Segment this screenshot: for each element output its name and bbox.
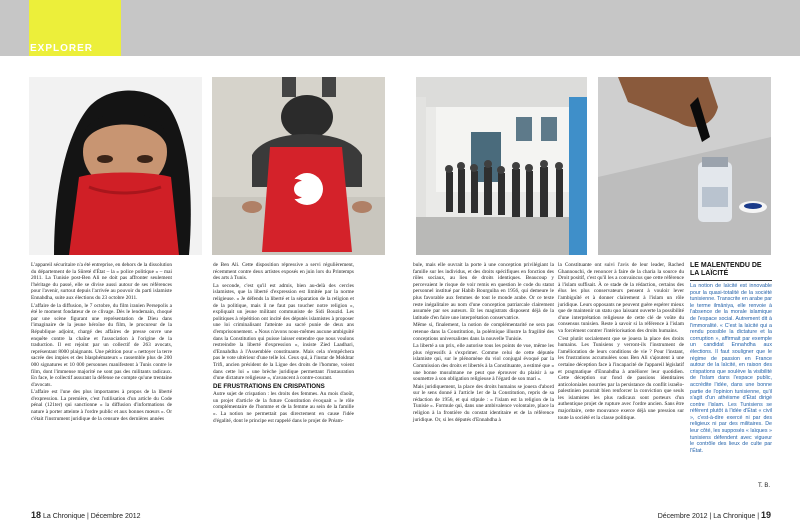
- photo-ink-hand: [598, 77, 771, 255]
- page-number-right: 19: [760, 510, 771, 520]
- paragraph: de Ben Ali. Cette disposition répressive a servi régulièrement, récemment contre deux artistes exposés en juin lors du Printemps des arts à Tunis.: [213, 262, 354, 282]
- paragraph: la Constituante ont suivi l'avis de leur leader, Rached Ghannouchi, de renoncer à faire de la charia la source du Droit positif, c'est qu'il les a convaincus que cette référence à l'islam suffisait. À ce stade de la rédaction, certains des élus les plus conservateurs pensent à vouloir lever l'ambiguïté et à donner clairement à l'islam un rôle juridique. Leurs opposants ne peuvent guère espérer mieux que de maintenir un statu quo laissant ouverte la possibilité d'une interprétation religieuse de cette clé de voûte du consensus tunisien. Reste à savoir si la référence à l'islam va forcément contrer l'intériorisation des droits humains.: [558, 262, 684, 334]
- photo-voters-queue: [416, 77, 587, 255]
- paragraph: L'affaire est l'une des plus importantes à propos de la liberté d'expression. La première, c'est l'utilisation d'un article du Code pénal (121ter) qui sanctionne « la diffusion d'informations de nature à porter atteinte à l'ordre public et aux bonnes mœurs ». Or c'était l'instrument juridique de la censure des dernières années: [31, 389, 172, 422]
- sidebar-box: [690, 262, 772, 482]
- paragraph: Mais juridiquement, la place des droits humains se jouera d'abord sur le sens donné à l'article 1er de la Constitution, repris de sa rédaction de 1956, et qui stipule : « l'islam est la religion de la Tunisie ». Formule qui, dans une ambivalence volontaire, place la religion à la frontière du constat identitaire et de la référence juridique. Or, si les députés d'Ennahdha à: [413, 383, 554, 423]
- paragraph: C'est plutôt socialement que se jouera la place des droits humains. Les Tunisiens y verront-ils l'instrument de l'amélioration de leurs conditions de vie ? Pour l'instant, les frustrations accumulées sous Ben Ali s'ajoutent à une certaine déception face à l'incapacité de l'appareil législatif et pragmatique d'Ennahdha à améliorer leur quotidien. Cette déception sur fond de passions identitaires anticoloniales nourries par la persistance du conflit israélo-palestinien pourrait bien renforcer la conviction que seuls les islamistes les plus radicaux sont porteurs d'un authentique projet de rupture avec l'ordre ancien. Sans être majoritaire, cette mouvance exerce déjà une pression sur toute la société et la classe politique.: [558, 335, 684, 421]
- article-column-3: [413, 262, 554, 424]
- sidebar-title: LE MALENTENDU DE LA LAÏCITÉ: [690, 262, 762, 277]
- page-number-left: 18: [31, 510, 42, 520]
- sidebar-divider: [690, 280, 772, 281]
- paragraph: Même si, finalement, la notion de complémentarité ne sera pas retenue dans la Constitution, la polémique illustre la fragilité des conceptions universalistes dans la nouvelle Tunisie.: [413, 322, 554, 342]
- article-column-1: [31, 262, 172, 423]
- paragraph: Autre sujet de crispation : les droits des femmes. Au mois d'août, un projet d'article de la future Constitution évoquait « le rôle complémentaire de l'homme et de la femme au sein de la famille ». La notion ne permettait pas directement en cause l'idée d'égalité, dont le principe est rappelé dans le projet de Préam-: [213, 391, 354, 424]
- paragraph: L'appareil sécuritaire n'a été entreprise, en dehors de la dissolution du département de la Sûreté d'État – la « police politique » – mai 2011. La Tunisie post-Ben Ali ne doit pas affronter seulement l'héritage du passé, elle se divise aussi autour de ses références pour l'avenir, surtout depuis l'arrivée au pouvoir du parti islamiste Ennahdha, suite aux élections du 23 octobre 2011.: [31, 262, 172, 301]
- folio-right: [658, 510, 771, 520]
- paragraph: L'affaire de la diffusion, le 7 octobre, du film iranien Persepolis a été le moment fondateur de ce clivage. Dès le lendemain, choqué par une scène figurant une représentation de Dieu dans l'imaginaire de la jeune héroïne du film, le procureur de la République adjoint, chargé des affaires de presse ouvre une enquête contre la chaîne et l'association à l'origine de la traduction. Il est rejoint par un collectif de 263 avocats, représentant 8000 plaignants. Une pétition pour « nettoyer la terre sacrée des impies et des blasphémateurs » rassemble plus de 200 000 signatures et 10 000 personnes manifestent à Tunis contre le film, dont l'immense majorité ne sont pas des militants radicaux. En face, le collectif assurant la défense ne compte qu'une trentaine d'avocats.: [31, 302, 172, 388]
- section-subhead: DE FRUSTRATIONS EN CRISPATIONS: [213, 382, 325, 390]
- rubric-label: EXPLORER: [30, 43, 94, 54]
- photo-veiled-woman: [29, 77, 202, 255]
- folio-right-text: Décembre 2012 | La Chronique |: [657, 513, 760, 520]
- sidebar-body: La notion de laïcité est innovable pour la quasi-totalité de la société tunisienne. Transcrite en arabe par le terme ilmāniya, elle renvoie à l'absence de la morale islamique de l'espace social. Autrement dit à l'immoralité. « C'est la laïcité qui a rendu possible la dictature et la corruption », affirmait par exemple un candidat Ennahdha aux élections. Il faut souligner que le régime de passion en France autour de la laïcité, en raison des crispations que soulève la visibilité de l'islam dans l'espace public, accrédite l'idée, dans une bonne partie de l'opinion tunisienne, qu'il s'agit d'un athéisme d'État dirigé contre l'islam. Les Tunisiens se réfèrent plutôt à l'idée d'État « civil », c'est-à-dire exercé ni par des religieux ni par des militaires. De leur côté, les supposés « laïques » tunisiens défendent avec vigueur le contrôle des lieux de culte par l'État.: [690, 283, 772, 454]
- folio-left-text: La Chronique | Décembre 2012: [42, 513, 141, 520]
- paragraph: bule, mais elle ouvrait la porte à une conception privilégiant la famille sur les individus, et des droits spécifiques en fonction des rôles sociaux, au lieu de droits identiques. Beaucoup y percevaient le risque de voir remis en question le code du statut personnel institué par Habib Bourguiba en 1956, qui demeure le plus favorable aux femmes de tout le monde arabe. Or ce texte reste inégalitaire au nom d'une conception patriarcale clairement assumée par ses auteurs. Et les magistrats disposent déjà de la latitude d'en faire une interprétation conservatrice.: [413, 262, 554, 321]
- article-column-4: [558, 262, 684, 422]
- paragraph: La liberté a un prix, elle autorise tous les points de vue, même les plus régressifs à s'exprimer. Comme celui de cette députée islamiste qui, sur le plénomène du viol conjugal évoqué par la Commission des droits et libertés à la Constituante, a estimé que « une bonne musulmane ne peut que éprouver du plaisir à se soumettre à son obligation religieuse à l'égard de son mari ».: [413, 343, 554, 383]
- author-signature: T. B.: [757, 483, 770, 489]
- article-column-2: [213, 262, 354, 425]
- photo-flag-kneeling: [212, 77, 385, 255]
- folio-left: [31, 510, 141, 520]
- paragraph: La seconde, c'est qu'il est admis, bien au-delà des cercles islamistes, que la liberté d'expression est limitée par la norme religieuse. « Je défends la liberté et la séparation de la religion et de la politique, mais il ne faut pas toucher notre religion », expliquait un jeune militant communiste de Sidi Bouzid. Les politiques à répétition ont incité des députés islamistes à proposer une loi criminalisant l'atteinte au sacré punie de deux ans d'emprisonnement. « Nous n'avons nous-mêmes aucune ambiguïté dans la Constitution qui puisse laisser entendre que nous voulons restreindre la liberté d'expression », insiste Zied Laadhari, d'Ennahdha à l'Assemblée constituante. Mais cela n'empêchera pas le vote ultérieur d'une telle loi. Ceux qui, à l'instar de Mokhtar Trifi, ancien président de la Ligue des droits de l'homme, voient dans cette loi « une brèche juridique permettant l'instauration d'une dictature religieuse », n'avancent à contre-courant.: [213, 282, 354, 382]
